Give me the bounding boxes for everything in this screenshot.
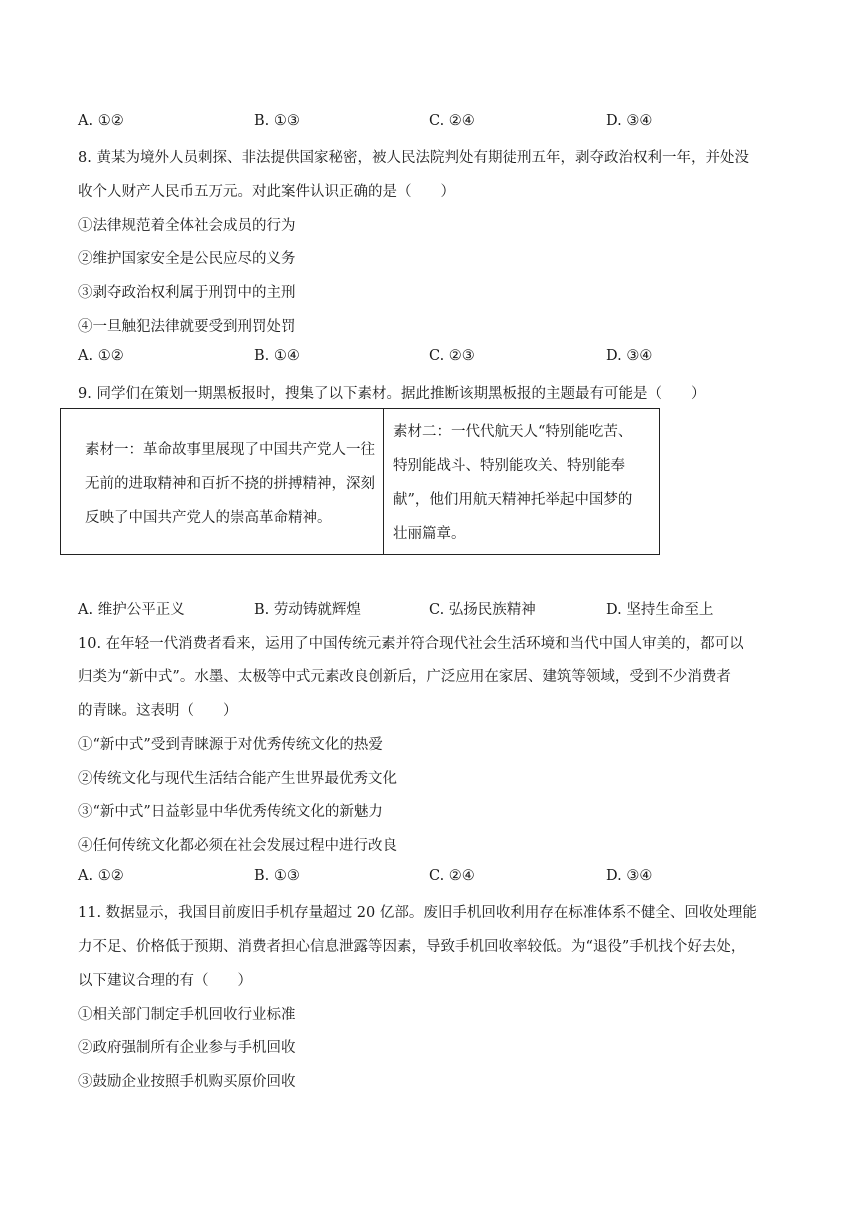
q10-option-b[interactable]: B. ①③ (254, 868, 300, 884)
q10-stem-line-1: 10. 在年轻一代消费者看来，运用了中国传统元素并符合现代社会生活环境和当代中国人审美的，都可以 (78, 636, 744, 652)
q7-option-a[interactable]: A. ①② (78, 113, 124, 129)
q10-option-c[interactable]: C. ②④ (429, 868, 475, 884)
q8-option-b[interactable]: B. ①④ (254, 348, 300, 364)
q10-stem-line-2: 归类为“新中式”。水墨、太极等中式元素改良创新后，广泛应用在家居、建筑等领域，受到不少消费者 (78, 669, 731, 685)
q10-option-d[interactable]: D. ③④ (606, 868, 653, 884)
q8-statement-2: ②维护国家安全是公民应尽的义务 (78, 251, 296, 267)
material-2-line: 特别能战斗、特别能攻关、特别能奉 (393, 458, 625, 474)
q11-statement-1: ①相关部门制定手机回收行业标准 (78, 1007, 296, 1023)
q11-statement-2: ②政府强制所有企业参与手机回收 (78, 1040, 296, 1056)
q9-option-a[interactable]: A. 维护公平正义 (78, 602, 185, 618)
q8-options (78, 348, 778, 368)
q8-statement-3: ③剥夺政治权利属于刑罚中的主刑 (78, 285, 296, 301)
q10-option-a[interactable]: A. ①② (78, 868, 124, 884)
q8-stem-line-1: 8. 黄某为境外人员刺探、非法提供国家秘密，被人民法院判处有期徒刑五年，剥夺政治权利一年，并处没 (78, 150, 749, 166)
q9-options (78, 598, 778, 618)
q11-stem-line-1: 11. 数据显示，我国目前废旧手机存量超过 20 亿部。废旧手机回收利用存在标准体系不健全、回收处理能 (78, 905, 757, 921)
q7-option-b[interactable]: B. ①③ (254, 113, 300, 129)
material-1 (85, 433, 375, 535)
q9-stem: 9. 同学们在策划一期黑板报时，搜集了以下素材。据此推断该期黑板报的主题最有可能是（ ） (78, 386, 706, 402)
q9-option-d[interactable]: D. 坚持生命至上 (606, 602, 714, 618)
material-2-line: 素材二：一代代航天人“特别能吃苦、 (393, 424, 633, 440)
q10-statement-3: ③“新中式”日益彰显中华优秀传统文化的新魅力 (78, 804, 383, 820)
q10-statement-1: ①“新中式”受到青睐源于对优秀传统文化的热爱 (78, 737, 383, 753)
material-1-line: 素材一：革命故事里展现了中国共产党人一往 (85, 442, 375, 458)
q10-statement-4: ④任何传统文化都必须在社会发展过程中进行改良 (78, 838, 397, 854)
q8-stem-line-2: 收个人财产人民币五万元。对此案件认识正确的是（ ） (78, 184, 455, 200)
q11-statement-3: ③鼓励企业按照手机购买原价回收 (78, 1074, 296, 1090)
q7-options (78, 113, 778, 133)
material-1-line: 无前的进取精神和百折不挠的拼搏精神，深刻 (85, 476, 375, 492)
q11-stem-line-3: 以下建议合理的有（ ） (78, 973, 252, 989)
q10-options (78, 868, 778, 888)
material-2-line: 壮丽篇章。 (393, 526, 466, 542)
q9-option-b[interactable]: B. 劳动铸就辉煌 (254, 602, 361, 618)
q7-option-c[interactable]: C. ②④ (429, 113, 475, 129)
material-2-line: 献”，他们用航天精神托举起中国梦的 (393, 492, 633, 508)
q8-option-a[interactable]: A. ①② (78, 348, 124, 364)
table-divider (383, 409, 384, 554)
q9-option-c[interactable]: C. 弘扬民族精神 (429, 602, 536, 618)
q8-statement-4: ④一旦触犯法律就要受到刑罚处罚 (78, 319, 296, 335)
material-1-line: 反映了中国共产党人的崇高革命精神。 (85, 510, 332, 526)
q11-stem-line-2: 力不足、价格低于预期、消费者担心信息泄露等因素，导致手机回收率较低。为“退役”手机找个好去处， (78, 939, 746, 955)
q7-option-d[interactable]: D. ③④ (606, 113, 653, 129)
q8-statement-1: ①法律规范着全体社会成员的行为 (78, 218, 296, 234)
q10-stem-line-3: 的青睐。这表明（ ） (78, 703, 238, 719)
material-2 (393, 415, 632, 551)
q8-option-c[interactable]: C. ②③ (429, 348, 475, 364)
q9-material-table (60, 408, 660, 555)
q8-option-d[interactable]: D. ③④ (606, 348, 653, 364)
q10-statement-2: ②传统文化与现代生活结合能产生世界最优秀文化 (78, 771, 397, 787)
